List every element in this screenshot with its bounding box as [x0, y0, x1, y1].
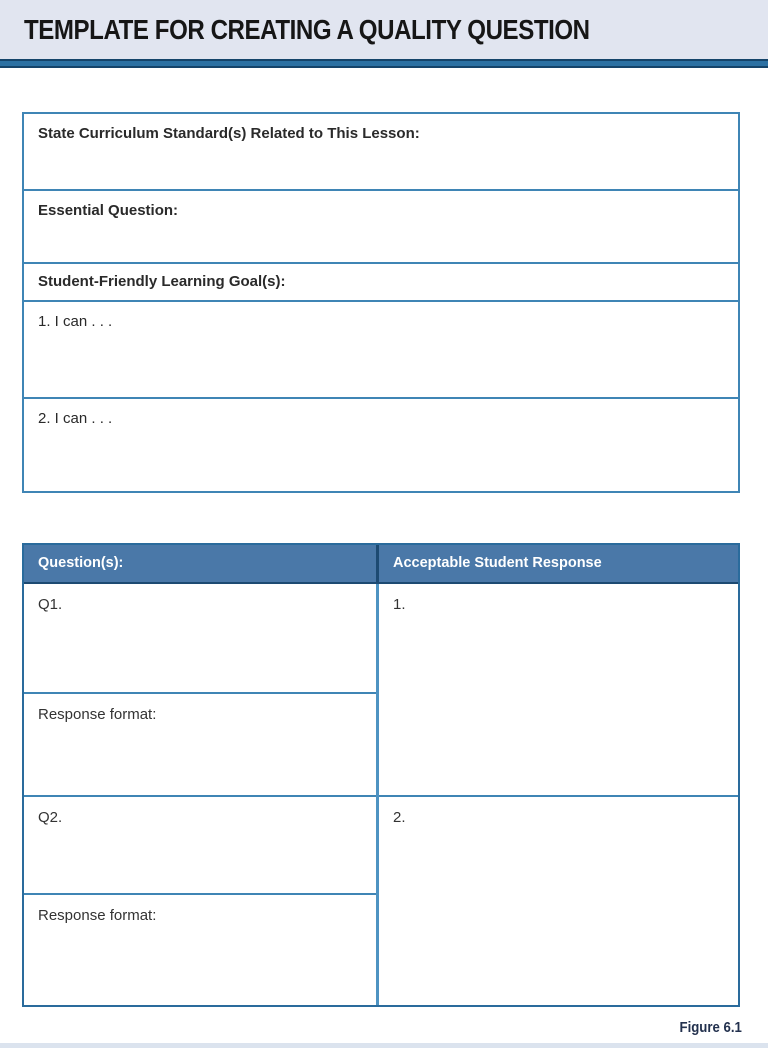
figure-caption: Figure 6.1	[679, 1019, 742, 1036]
planning-table	[22, 112, 740, 493]
learning-goals-label: Student-Friendly Learning Goal(s):	[38, 273, 286, 290]
table-row-state-standards	[24, 114, 738, 189]
question-table-body	[24, 584, 738, 1005]
cell-q2: Q2.	[24, 795, 376, 893]
question-table	[22, 543, 740, 1007]
i-can-2-label: 2. I can . . .	[38, 410, 113, 427]
table-row-essential-question	[24, 189, 738, 262]
i-can-1-label: 1. I can . . .	[38, 313, 113, 330]
table-row-i-can-2	[24, 397, 738, 491]
table-row-i-can-1	[24, 300, 738, 397]
cell-response-2: 2.	[379, 795, 738, 1005]
column-header-acceptable-response: Acceptable Student Response	[393, 555, 602, 571]
page-title: TEMPLATE FOR CREATING A QUALITY QUESTION	[24, 14, 590, 45]
title-band	[0, 0, 768, 59]
cell-response-format-2: Response format:	[24, 893, 376, 1005]
state-standards-label: State Curriculum Standard(s) Related to This Lesson:	[38, 125, 420, 142]
essential-question-label: Essential Question:	[38, 202, 179, 219]
cell-q1: Q1.	[38, 596, 63, 613]
questions-column	[24, 584, 379, 1005]
bottom-strip	[0, 1043, 768, 1048]
table-row-learning-goals	[24, 262, 738, 300]
column-header-questions: Question(s):	[24, 545, 379, 582]
question-table-header-row	[24, 545, 738, 584]
title-divider-rule	[0, 59, 768, 68]
cell-response-1: 1.	[393, 596, 406, 613]
cell-response-format-1: Response format:	[24, 692, 376, 795]
responses-column	[379, 584, 738, 1005]
